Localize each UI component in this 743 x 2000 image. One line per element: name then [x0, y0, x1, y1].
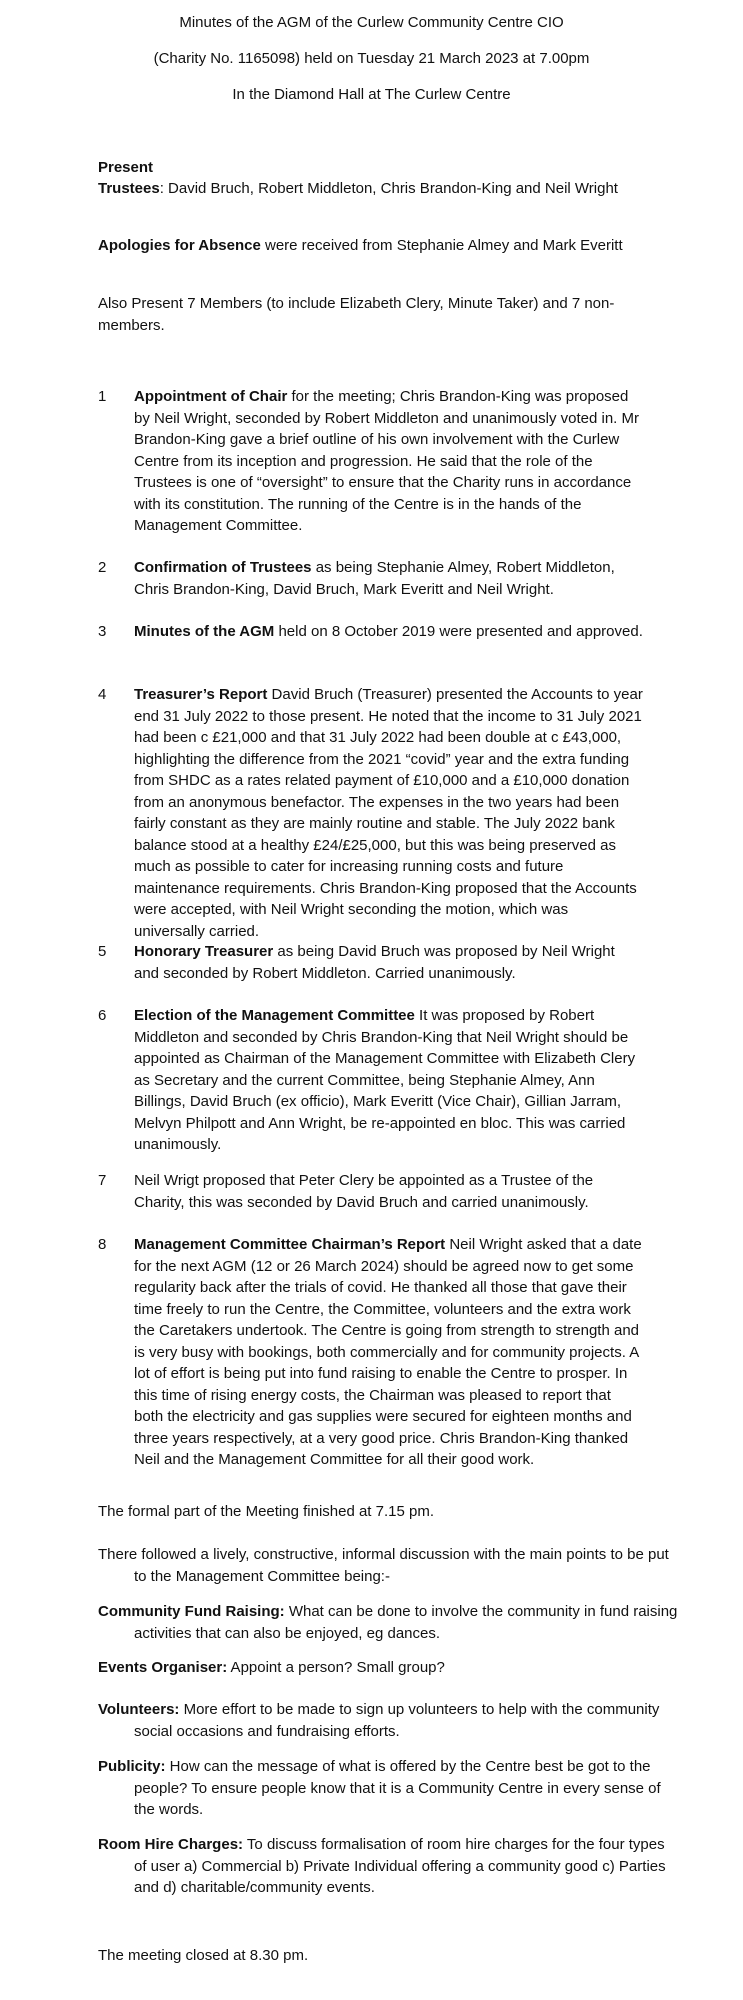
trustees-label: Trustees [98, 180, 160, 197]
point-text: More effort to be made to sign up volunteers to help with the community social occasions and fundraising efforts. [134, 1701, 660, 1740]
discussion-point [98, 1756, 679, 1821]
minute-item-5 [98, 941, 643, 984]
item-number: 8 [98, 1236, 107, 1253]
item-number: 1 [98, 388, 107, 405]
discussion-intro: There followed a lively, constructive, informal discussion with the main points to be put to the Management Committee being:- [98, 1546, 669, 1585]
item-text: Neil Wrigt proposed that Peter Clery be appointed as a Trustee of the Charity, this was seconded by David Bruch and carried unanimously. [134, 1172, 594, 1211]
also-present-line: Also Present 7 Members (to include Elizabeth Clery, Minute Taker) and 7 non-members. [98, 295, 615, 334]
discussion-point [98, 1699, 679, 1742]
point-label: Events Organiser: [98, 1659, 228, 1676]
item-title: Election of the Management Committee [134, 1007, 415, 1024]
item-text: Neil Wright asked that a date for the next AGM (12 or 26 March 2024) should be agreed now to get some regularity back after the trials of covid. He thanked all those that gave their time freely to run the Centre, the Committee, volunteers and the extra work the Caretakers undertook. The Centre is going from strength to strength and is very busy with bookings, both commercially and for community projects. A lot of effort is being put into fund raising to enable the Centre to prosper. In this time of rising energy costs, the Chairman was pleased to report that both the electricity and gas supplies were secured for eighteen months and three years respectively, at a very good price. Chris Brandon-King thanked Neil and the Management Committee for all their good work. [134, 1236, 642, 1468]
point-text: To discuss formalisation of room hire charges for the four types of user a) Commercial b) Private Individual offering a community good c) Parties and d) charitable/community events. [134, 1836, 666, 1896]
item-text: as being Stephanie Almey, Robert Middleton, Chris Brandon-King, David Bruch, Mark Everitt and Neil Wright. [134, 559, 615, 598]
item-text: as being David Bruch was proposed by Neil Wright and seconded by Robert Middleton. Carried unanimously. [134, 943, 615, 982]
minute-item-2 [98, 557, 643, 600]
item-title: Honorary Treasurer [134, 943, 274, 960]
minute-item-8 [98, 1234, 643, 1471]
point-text: What can be done to involve the community in fund raising activities that can also be enjoyed, eg dances. [134, 1603, 678, 1642]
point-text: How can the message of what is offered by the Centre best be got to the people? To ensure people know that it is a Community Centre in every sense of the words. [134, 1758, 661, 1818]
item-number: 6 [98, 1007, 107, 1024]
item-text: David Bruch (Treasurer) presented the Accounts to year end 31 July 2022 to those present. He noted that the income to 31 July 2021 had been c £21,000 and that 31 July 2022 had been double at c £43,000, highlighting the difference from the 2021 “covid” year and the extra funding from SHDC as a rates related payment of £10,000 and a £10,000 donation from an anonymous benefactor. The expenses in the two years had been fairly constant as they are mainly routine and stable. The July 2022 bank balance stood at a healthy £24/£25,000, but this was being preserved as much as possible to cater for increasing running costs and future maintenance requirements. Chris Brandon-King proposed that the Accounts were accepted, with Neil Wright seconding the motion, which was universally carried. [134, 686, 643, 940]
discussion-point [98, 1601, 679, 1644]
trustees-line [98, 178, 643, 200]
apologies-label: Apologies for Absence [98, 237, 261, 254]
item-text: It was proposed by Robert Middleton and seconded by Chris Brandon-King that Neil Wright should be appointed as Chairman of the Management Committee with Elizabeth Clery as Secretary and the current Committee, being Stephanie Almey, Ann Billings, David Bruch (ex officio), Mark Everitt (Vice Chair), Gillian Jarram, Melvyn Philpott and Ann Wright, be re-appointed en bloc. This was carried unanimously. [134, 1007, 636, 1153]
minute-item-6 [98, 1005, 643, 1156]
item-text: for the meeting; Chris Brandon-King was proposed by Neil Wright, seconded by Robert Middleton and unanimously voted in. Mr Brandon-King gave a brief outline of his own involvement with the Curlew Centre from its inception and progression. He said that the role of the Trustees is one of “oversight” to ensure that the Charity runs in accordance with its constitution. The running of the Centre is in the hands of the Management Committee. [134, 388, 639, 534]
item-number: 3 [98, 623, 107, 640]
point-label: Volunteers: [98, 1701, 180, 1718]
item-number: 4 [98, 686, 107, 703]
present-heading: Present [98, 159, 154, 176]
point-label: Community Fund Raising: [98, 1603, 285, 1620]
minute-item-1 [98, 386, 643, 537]
venue-line: In the Diamond Hall at The Curlew Centre [232, 86, 511, 103]
point-label: Publicity: [98, 1758, 166, 1775]
minute-item-4 [98, 684, 643, 942]
item-number: 2 [98, 559, 107, 576]
minute-item-7 [98, 1170, 643, 1213]
document-title: Minutes of the AGM of the Curlew Community Centre CIO [179, 14, 564, 31]
item-title: Treasurer’s Report [134, 686, 268, 703]
item-title: Management Committee Chairman’s Report [134, 1236, 446, 1253]
document-subtitle: (Charity No. 1165098) held on Tuesday 21 March 2023 at 7.00pm [153, 50, 590, 67]
trustees-text: : David Bruch, Robert Middleton, Chris Brandon-King and Neil Wright [159, 180, 618, 197]
discussion-point [98, 1657, 679, 1679]
apologies-line [98, 235, 643, 257]
point-label: Room Hire Charges: [98, 1836, 244, 1853]
point-text: Appoint a person? Small group? [227, 1659, 445, 1676]
apologies-text: were received from Stephanie Almey and Mark Everitt [260, 237, 623, 254]
item-title: Confirmation of Trustees [134, 559, 312, 576]
minute-item-3 [98, 621, 643, 643]
item-title: Minutes of the AGM [134, 623, 275, 640]
item-text: held on 8 October 2019 were presented and approved. [274, 623, 643, 640]
closing-line: The meeting closed at 8.30 pm. [98, 1947, 309, 1964]
item-title: Appointment of Chair [134, 388, 288, 405]
discussion-point [98, 1834, 679, 1899]
item-number: 5 [98, 943, 107, 960]
item-number: 7 [98, 1172, 107, 1189]
formal-end-line: The formal part of the Meeting finished at 7.15 pm. [98, 1503, 435, 1520]
